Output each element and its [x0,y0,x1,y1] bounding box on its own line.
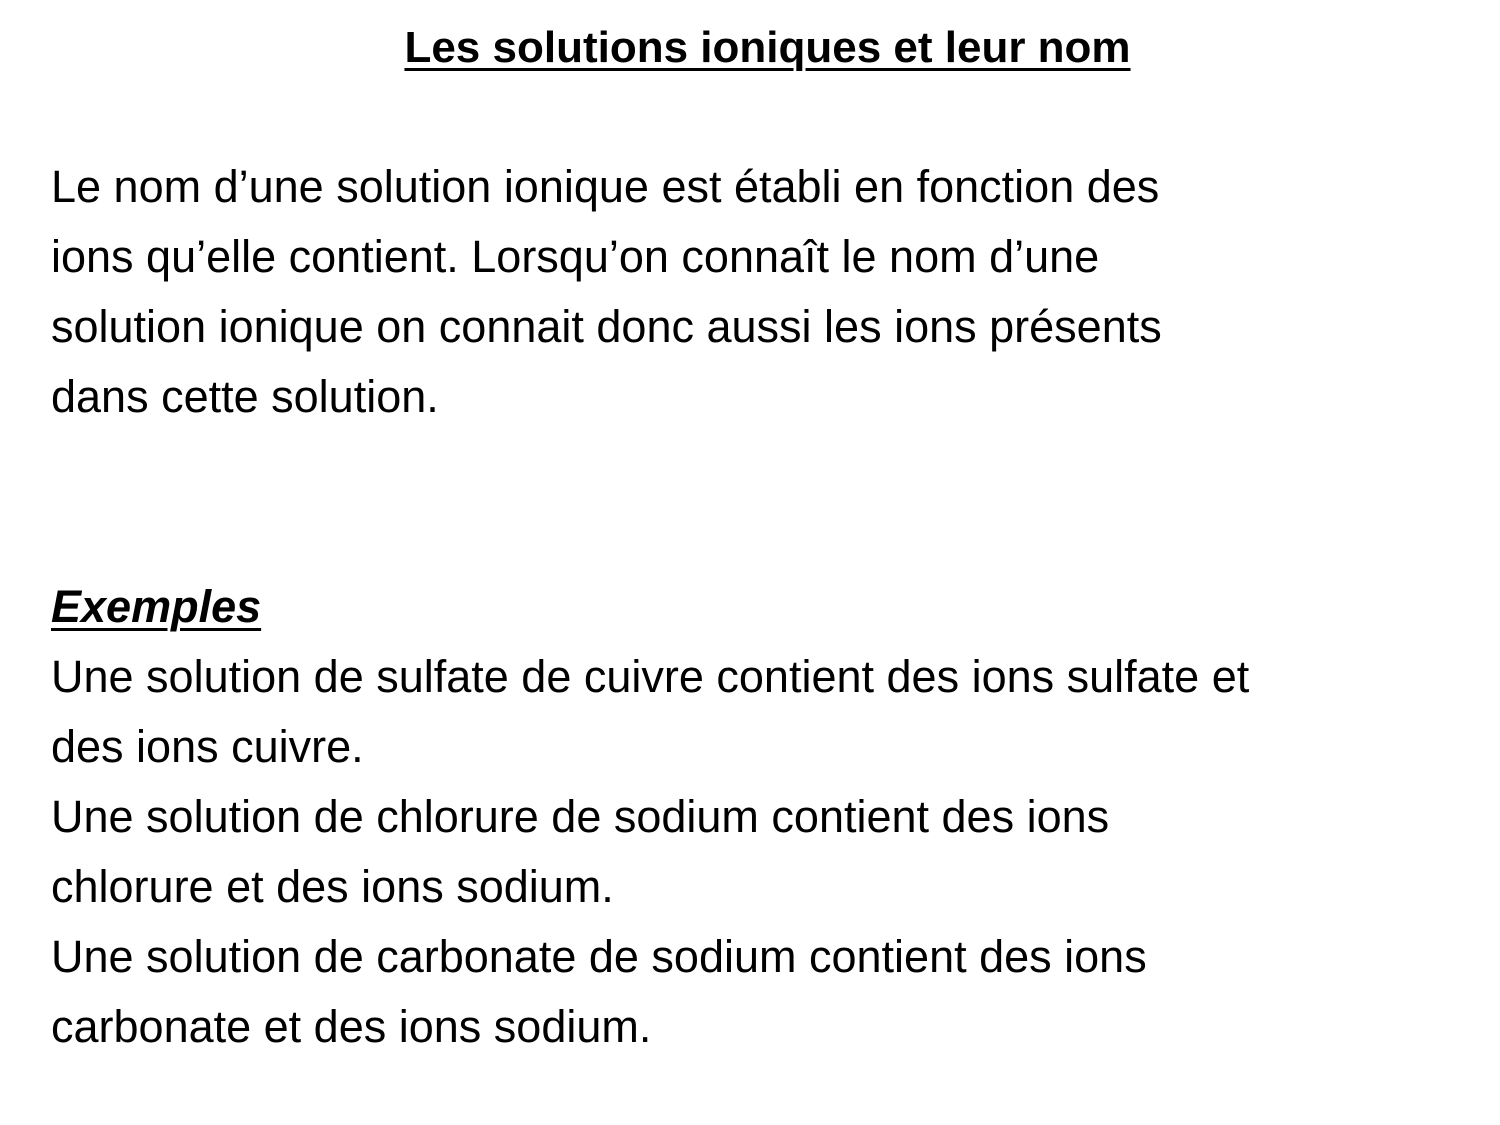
example-line: Une solution de chlorure de sodium contient des ions [51,791,1110,842]
intro-line: dans cette solution. [51,371,439,422]
intro-line: Le nom d’une solution ionique est établi en fonction des [51,161,1160,212]
example-line: Une solution de sulfate de cuivre contient des ions sulfate et [51,651,1250,702]
slide-title: Les solutions ioniques et leur nom [404,23,1131,72]
example-line: des ions cuivre. [51,721,364,772]
examples-heading: Exemples [51,581,262,632]
intro-line: ions qu’elle contient. Lorsqu’on connaît le nom d’une [51,231,1100,282]
examples-list [51,642,1491,1062]
example-line: carbonate et des ions sodium. [51,1001,652,1052]
intro-paragraph [51,152,1471,432]
example-line: Une solution de carbonate de sodium contient des ions [51,931,1147,982]
example-line: chlorure et des ions sodium. [51,861,614,912]
intro-line: solution ionique on connait donc aussi les ions présents [51,301,1162,352]
